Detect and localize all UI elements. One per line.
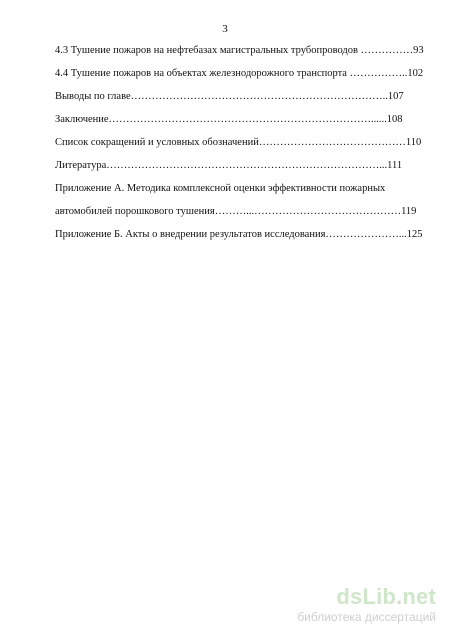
watermark-caption: библиотека диссертаций <box>297 610 436 624</box>
watermark <box>236 585 436 627</box>
toc-entry <box>55 90 435 103</box>
toc-line: 4.4 Тушение пожаров на объектах железнодорожного транспорта ……………..102 <box>55 68 424 79</box>
toc-line: Литература……………………………………………………………………...111 <box>55 160 403 171</box>
toc-entry <box>55 228 435 241</box>
toc-entry <box>55 136 435 149</box>
toc-line: автомобилей порошкового тушения………...……………………………………119 <box>55 206 417 217</box>
watermark-logo-dot: . <box>396 584 403 609</box>
watermark-logo-tld: net <box>402 584 436 609</box>
toc-entry <box>55 67 435 80</box>
toc-line: Приложение А. Методика комплексной оценки эффективности пожарных <box>55 183 386 194</box>
watermark-logo-main: dsLib <box>336 584 397 609</box>
toc-entry <box>55 44 435 57</box>
toc-line: Заключение…………………………………………………………………......108 <box>55 114 403 125</box>
toc-line: Список сокращений и условных обозначений……………………………………110 <box>55 137 422 148</box>
toc-entry <box>55 159 435 172</box>
toc-line: Приложение Б. Акты о внедрении результатов исследования…………………...125 <box>55 229 423 240</box>
page-number: 3 <box>222 23 228 35</box>
toc-line: 4.3 Тушение пожаров на нефтебазах магистральных трубопроводов ……………93 <box>55 45 424 56</box>
toc-entry <box>55 113 435 126</box>
toc-line: Выводы по главе………………………………………………………………..107 <box>55 91 404 102</box>
toc-entry <box>55 182 435 218</box>
watermark-logo <box>336 585 436 609</box>
table-of-contents <box>55 44 435 251</box>
